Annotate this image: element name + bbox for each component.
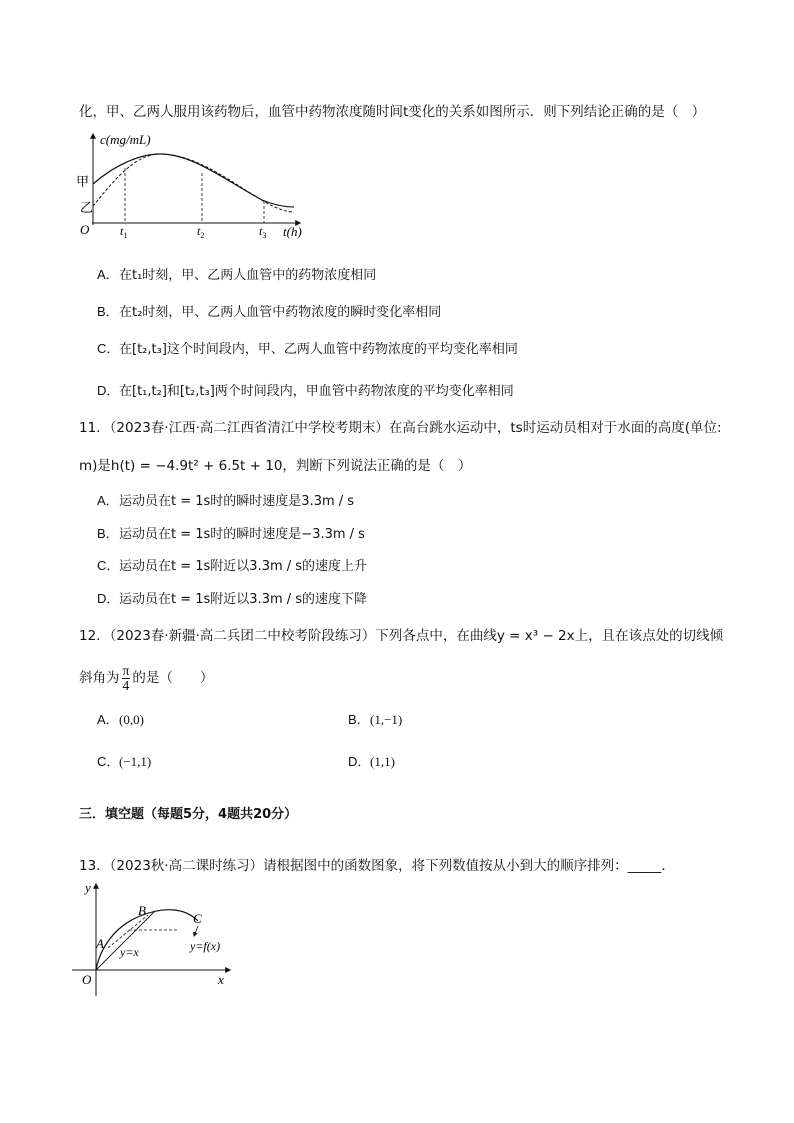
point-c-label: C: [193, 911, 202, 926]
curve-label: y=f(x): [190, 939, 221, 953]
g2-origin: O: [82, 972, 92, 987]
g2-x-label: x: [218, 972, 224, 987]
g1-y-label: c(mg/mL): [100, 132, 151, 147]
q12-option-c[interactable]: [97, 753, 151, 772]
q10-option-c[interactable]: [97, 340, 518, 359]
q11-option-d[interactable]: [97, 590, 367, 609]
q12-line2-pre: 斜角为: [79, 670, 120, 686]
t1-label: $t_1$: [120, 224, 128, 240]
option-text: 在[t₁,t₂]和[t₂,t₃]两个时间段内，甲血管中药物浓度的平均变化率相同: [119, 384, 514, 399]
option-letter: A．: [97, 712, 119, 727]
line-label: y=x: [120, 945, 139, 959]
q11-stem-line1: 11．（2023春·江西·高二江西省清江中学校考期末）在高台跳水运动中，ts时运动员相对于水面的高度(单位:: [79, 420, 722, 436]
q10-intro: 化，甲、乙两人服用该药物后，血管中药物浓度随时间t变化的关系如图所示．则下列结论正确的是（ ）: [79, 104, 706, 120]
option-text: 运动员在t = 1s时的瞬时速度是3.3m / s: [119, 494, 355, 509]
function-graph: [70, 878, 240, 998]
curve-label-pointer: [194, 926, 198, 936]
q12-stem-line2: [79, 662, 213, 694]
option-text: 运动员在t = 1s附近以3.3m / s的速度下降: [119, 592, 368, 607]
option-letter: D．: [97, 383, 120, 398]
option-text: (−1,1): [119, 754, 152, 769]
fraction-numerator: π: [122, 662, 130, 678]
q13-stem: 13．（2023秋·高二课时练习）请根据图中的函数图象，将下列数值按从小到大的顺序排列：_____．: [79, 858, 675, 874]
option-letter: B．: [348, 712, 370, 727]
secant-ab: [108, 915, 148, 948]
concentration-graph: [72, 128, 312, 243]
option-letter: A．: [97, 267, 119, 282]
fraction-denominator: 4: [122, 677, 130, 693]
option-letter: C．: [97, 754, 120, 769]
t2-label: $t_2$: [197, 224, 205, 240]
q10-option-b[interactable]: [97, 303, 441, 322]
option-text: 在t₂时刻，甲、乙两人血管中药物浓度的瞬时变化率相同: [119, 305, 442, 320]
point-a-label: A: [96, 936, 104, 951]
q12-option-d[interactable]: [348, 753, 395, 772]
option-text: (1,−1): [370, 712, 403, 727]
q11-option-b[interactable]: [97, 525, 365, 544]
q12-line2-post: 的是（ ）: [132, 670, 214, 686]
point-b-label: B: [138, 903, 146, 918]
q12-option-a[interactable]: [97, 711, 144, 730]
line-y-eq-x: [96, 911, 155, 970]
q11-option-a[interactable]: [97, 492, 354, 511]
g1-x-label: t(h): [283, 224, 302, 239]
g2-y-label: y: [85, 880, 91, 895]
fraction: [122, 664, 131, 693]
option-letter: A．: [97, 493, 119, 508]
q11-option-c[interactable]: [97, 557, 367, 576]
section-3-heading: 三．填空题（每题5分，4题共20分）: [79, 807, 298, 822]
q12-stem-line1: 12．（2023春·新疆·高二兵团二中校考阶段练习）下列各点中，在曲线y = x³ − 2x上，且在该点处的切线倾: [79, 628, 724, 644]
g1-origin: O: [80, 222, 90, 237]
option-letter: C．: [97, 558, 120, 573]
q12-option-b[interactable]: [348, 711, 402, 730]
option-text: (1,1): [370, 754, 395, 769]
option-letter: C．: [97, 341, 120, 356]
q11-stem-line2: m)是h(t) = −4.9t² + 6.5t + 10，判断下列说法正确的是（ ）: [79, 458, 472, 474]
q10-option-a[interactable]: [97, 266, 376, 285]
option-letter: B．: [97, 304, 119, 319]
option-text: 在t₁时刻，甲、乙两人血管中的药物浓度相同: [119, 268, 377, 283]
curve-jia: [93, 154, 294, 207]
option-letter: D．: [348, 754, 371, 769]
option-letter: D．: [97, 591, 120, 606]
label-yi: 乙: [80, 200, 94, 215]
option-text: 在[t₂,t₃]这个时间段内，甲、乙两人血管中药物浓度的平均变化率相同: [119, 342, 518, 357]
option-text: 运动员在t = 1s时的瞬时速度是−3.3m / s: [119, 527, 365, 542]
option-text: 运动员在t = 1s附近以3.3m / s的速度上升: [119, 559, 368, 574]
label-jia: 甲: [76, 174, 90, 189]
q10-option-d[interactable]: [97, 382, 514, 401]
option-text: (0,0): [119, 712, 144, 727]
t3-label: $t_3$: [259, 224, 267, 240]
option-letter: B．: [97, 526, 119, 541]
